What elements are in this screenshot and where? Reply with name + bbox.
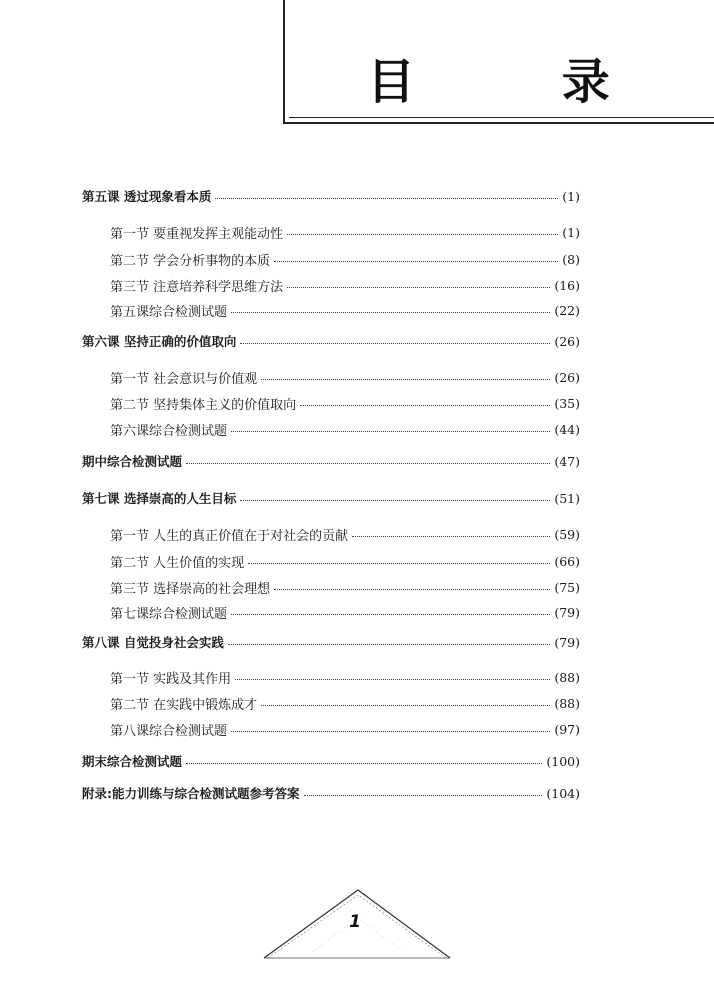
toc-entry-page: (26) [554, 369, 580, 385]
toc-entry-page: (75) [554, 579, 580, 595]
toc-entry-title: 第五课 透过现象看本质 [82, 189, 212, 204]
toc-leader-dots [186, 763, 542, 764]
toc-leader-dots [240, 343, 550, 344]
toc-entry-page: (1) [562, 224, 580, 240]
toc-leader-dots [287, 234, 558, 235]
toc-leader-dots [231, 431, 550, 432]
toc-entry-page: (88) [554, 669, 580, 685]
toc-chapter-entry [82, 487, 580, 509]
toc-entry-page: (100) [546, 753, 580, 769]
toc-section-entry [110, 523, 580, 545]
toc-leader-dots [287, 287, 550, 288]
toc-leader-dots [228, 644, 550, 645]
toc-entry-page: (88) [554, 695, 580, 711]
toc-chapter-entry [82, 631, 580, 653]
toc-section-entry [110, 248, 580, 270]
toc-section-entry [110, 550, 580, 572]
toc-leader-dots [261, 705, 550, 706]
toc-entry-page: (44) [554, 421, 580, 437]
toc-leader-dots [274, 589, 550, 590]
toc-entry-page: (79) [554, 634, 580, 650]
toc-leader-dots [261, 379, 550, 380]
toc-leader-dots [240, 500, 550, 501]
toc-entry-page: (59) [554, 526, 580, 542]
toc-entry-title: 第一节 实践及其作用 [110, 671, 232, 687]
toc-entry-title: 第二节 在实践中锻炼成才 [110, 697, 258, 713]
toc-entry-page: (35) [554, 395, 580, 411]
toc-entry-title: 第二节 人生价值的实现 [110, 555, 245, 571]
toc-entry-page: (97) [554, 721, 580, 737]
toc-entry-title: 第八课综合检测试题 [110, 723, 228, 739]
toc-leader-dots [248, 563, 550, 564]
toc-entry-page: (22) [554, 302, 580, 318]
toc-chapter-entry [82, 450, 580, 472]
toc-section-entry [110, 274, 580, 296]
toc-entry-title: 第五课综合检测试题 [110, 304, 228, 320]
toc-section-entry [110, 666, 580, 688]
toc-entry-title: 期末综合检测试题 [82, 754, 183, 769]
toc-leader-dots [186, 463, 550, 464]
toc-chapter-entry [82, 330, 580, 352]
toc-entry-title: 第七课 选择崇高的人生目标 [82, 491, 237, 506]
toc-entry-page: (51) [554, 490, 580, 506]
toc-entry-page: (8) [562, 251, 580, 267]
toc-section-entry [110, 392, 580, 414]
toc-chapter-entry [82, 750, 580, 772]
toc-entry-title: 第七课综合检测试题 [110, 606, 228, 622]
toc-entry-title: 期中综合检测试题 [82, 454, 183, 469]
toc-leader-dots [352, 536, 550, 537]
toc-entry-title: 第六课综合检测试题 [110, 423, 228, 439]
toc-entry-title: 第二节 坚持集体主义的价值取向 [110, 397, 297, 413]
toc-chapter-entry [82, 782, 580, 804]
toc-section-entry [110, 299, 580, 321]
toc-entry-page: (16) [554, 277, 580, 293]
toc-section-entry [110, 366, 580, 388]
toc-entry-title: 第二节 学会分析事物的本质 [110, 253, 271, 269]
toc-leader-dots [215, 198, 558, 199]
toc-entry-page: (66) [554, 553, 580, 569]
toc-entry-page: (79) [554, 604, 580, 620]
toc-leader-dots [231, 614, 550, 615]
toc-section-entry [110, 718, 580, 740]
toc-entry-title: 第一节 要重视发挥主观能动性 [110, 226, 284, 242]
toc-entry-title: 第六课 坚持正确的价值取向 [82, 334, 237, 349]
toc-leader-dots [231, 731, 550, 732]
toc-section-entry [110, 601, 580, 623]
page-title: 目 录 [367, 54, 675, 110]
toc-entry-page: (47) [554, 453, 580, 469]
toc-leader-dots [304, 795, 543, 796]
toc-section-entry [110, 221, 580, 243]
toc-chapter-entry [82, 185, 580, 207]
toc-entry-page: (1) [562, 188, 580, 204]
toc-entry-title: 第三节 选择崇高的社会理想 [110, 581, 271, 597]
toc-entry-page: (104) [546, 785, 580, 801]
toc-section-entry [110, 418, 580, 440]
toc-entry-title: 第一节 人生的真正价值在于对社会的贡献 [110, 528, 349, 544]
toc-entry-title: 第一节 社会意识与价值观 [110, 371, 258, 387]
toc-entry-title: 第三节 注意培养科学思维方法 [110, 279, 284, 295]
toc-section-entry [110, 692, 580, 714]
toc-leader-dots [235, 679, 550, 680]
toc-entry-page: (26) [554, 333, 580, 349]
page-number: 1 [349, 912, 361, 932]
toc-leader-dots [274, 261, 558, 262]
toc-leader-dots [300, 405, 550, 406]
toc-section-entry [110, 576, 580, 598]
toc-leader-dots [231, 312, 550, 313]
toc-entry-title: 第八课 自觉投身社会实践 [82, 635, 224, 650]
toc-entry-title: 附录:能力训练与综合检测试题参考答案 [82, 786, 300, 801]
